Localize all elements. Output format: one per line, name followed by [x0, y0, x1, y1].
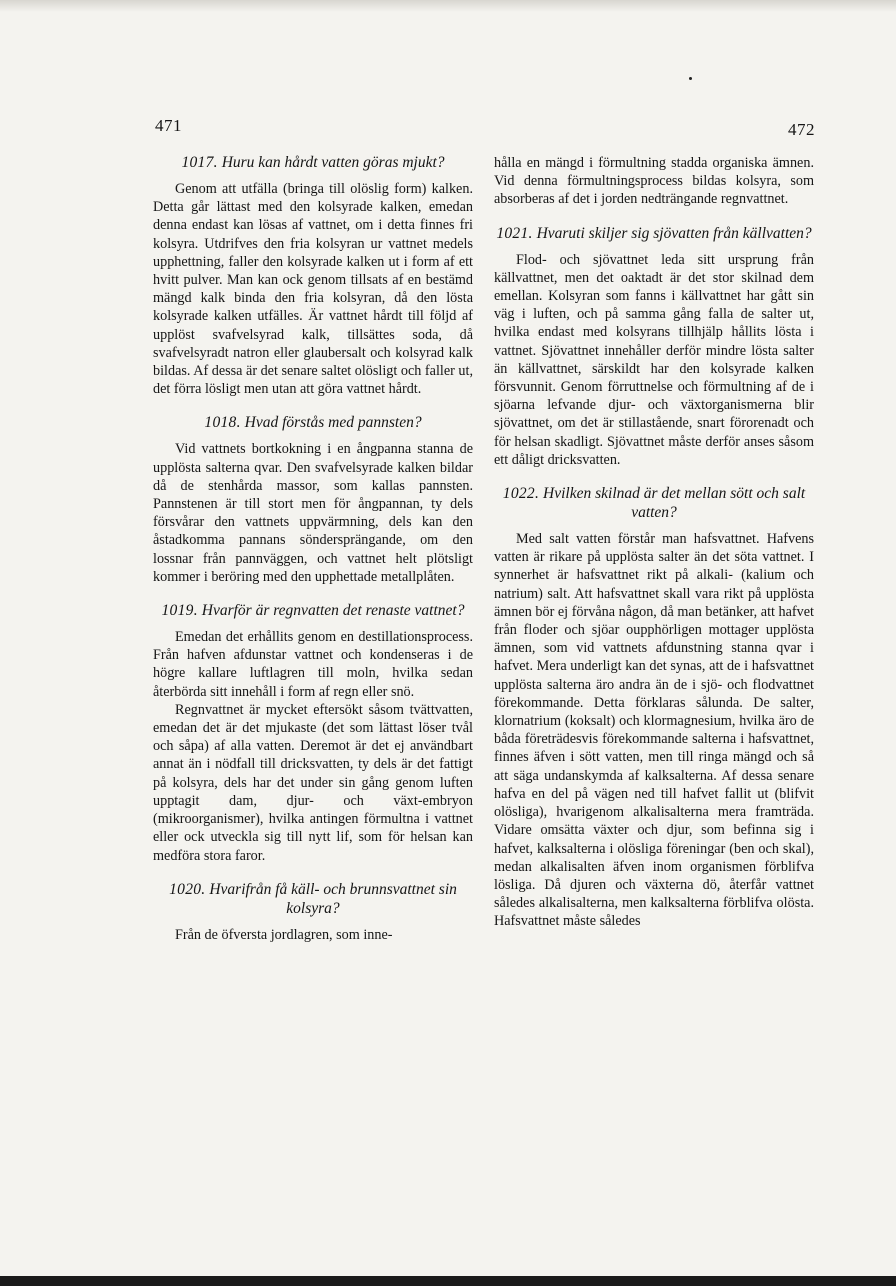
right-column: [494, 154, 814, 946]
section-number: 1018.: [204, 414, 241, 432]
section-heading: [153, 413, 473, 432]
paragraph-continued-start: Från de öfversta jordlagren, som inne-: [175, 926, 393, 943]
section-title: Hvad förstås med pannsten?: [244, 414, 422, 432]
section-heading: [153, 153, 473, 172]
paragraph: Regnvattnet är mycket eftersökt såsom tvättvatten, emedan det är det mjukaste (det som lättast löser tvål och såpa) af alla vatten. Deremot är det ej användbart annat än i nödfall till dricksvatten, ty dels är det fattigt på kolsyra, dels har det under sin gång genom luften upptagit dam, djur- och växt-embryon (mikroorganismer), hvilka antingen förmultna i vattnet eller ock utveckla sig till nytt lif, som för helsan kan medföra stora faror.: [153, 701, 473, 864]
section-1021: [494, 224, 814, 469]
paragraph: Genom att utfälla (bringa till olöslig form) kalken. Detta går lättast med den kolsyrade kalken, emedan denna endast kan lösas af vattnet, om i detta finnes fri kolsyra. Utdrifves den fria kolsyran ur vattnet medels upphettning, faller den kolsyrade kalken ut i form af ett hvitt pulver. Man kan ock genom tillsats af en bestämd mängd kalk binda den fria kolsyran, då den lösta kolsyrade kalken utfälles. Är vattnet hårdt till följd af upplöst svafvelsyrad kalk, tillsättes soda, då svafvelsyradt natron eller glaubersalt och kolsyrad kalk bildas. Af dessa är det senare saltet olösligt och faller ut, det förra lösligt men utan att göra vattnet hårdt.: [153, 181, 473, 398]
page-number-right: 472: [788, 120, 815, 139]
section-title: Hvarifrån få käll- och brunnsvattnet sin kolsyra?: [209, 880, 457, 917]
section-title: Hvarför är regnvatten det renaste vattnet?: [201, 602, 465, 620]
section-heading: [494, 224, 814, 243]
section-1017: [153, 153, 473, 398]
section-1020-continued: [494, 154, 814, 209]
section-number: 1019.: [161, 602, 198, 620]
section-title: Huru kan hårdt vatten göras mjukt?: [221, 154, 445, 171]
paragraph: Flod- och sjövattnet leda sitt ursprung från källvattnet, men det oaktadt är det stor skilnad dem emellan. Kolsyran som fanns i källvattnet har gått sin väg i luften, och på samma gång falla de salter ut, hvilka endast med kolsyrans tillhjälp hållits lösta i vattnet. Sjövattnet innehåller derför mindre lösta salter än källvattnet, särskildt har den kolsyrade kalken försvunnit. Genom förruttnelse och förmultning af de i sjöarna lefvande djur- och växtorganismerna blir sjövattnet, om det är stillastående, snart förorenadt och för helsan skadligt. Sjövattnet måste derför anses såsom ett dåligt dricksvatten.: [494, 251, 814, 468]
section-number: 1020.: [169, 880, 206, 898]
paragraph: Emedan det erhållits genom en destillationsprocess. Från hafven afdunstar vattnet och kondenseras i de högre kallare luftlagren till moln, hvilka sedan återbörda sitt innehåll i form af regn eller snö.: [153, 629, 473, 700]
section-number: 1017.: [181, 154, 218, 171]
section-1019: [153, 601, 473, 865]
section-title: Hvaruti skiljer sig sjövatten från källvatten?: [536, 224, 812, 242]
section-heading: [153, 880, 473, 918]
section-title: Hvilken skilnad är det mellan sött och salt vatten?: [543, 485, 806, 522]
paragraph-continued-end: hålla en mängd i förmultning stadda organiska ämnen. Vid denna förmultningsprocess bildas kolsyra, som absorberas af det i jorden nedträngande regnvattnet.: [494, 155, 814, 208]
section-heading: [494, 484, 814, 522]
section-1018: [153, 413, 473, 586]
page-number-left: 471: [155, 116, 182, 135]
page-top-scan-edge: [0, 0, 896, 12]
section-heading: [153, 601, 473, 620]
left-column: [153, 153, 473, 959]
section-1020: [153, 880, 473, 944]
section-number: 1021.: [496, 224, 533, 242]
page-bottom-scan-edge: [0, 1276, 896, 1286]
print-speck: [689, 77, 692, 80]
section-1022: [494, 484, 814, 930]
paragraph: Vid vattnets bortkokning i en ångpanna stanna de upplösta salterna qvar. Den svafvelsyrade kalken bildar då de stenhårda massor, som kallas pannsten. Pannstenen är till stort men för ångpannan, ty dels försvårar den vattnets uppvärmning, dels kan den åstadkomma pannans söndersprängande, om den lossnar från pannväggen, och vattnet helt plötsligt kommer i beröring med den upphettade metallplåten.: [153, 441, 473, 585]
paragraph: Med salt vatten förstår man hafsvattnet. Hafvens vatten är rikare på upplösta salter än det söta vattnet. I synnerhet är hafsvattnet rikt på alkali- (kalium och natrium) salt. Att hafsvattnet skall vara rikt på upplösta ämnen bör ej förvåna någon, då man betänker, att hafvet från floder och sjöar oupphörligen mottager upplösta ämnen, som vid vattnets afdunstning stanna qvar i hafvet. Mera underligt kan det synas, att de i hafsvattnet upplösta salterna äro andra än de i sjö- och flodvattnet förekommande. Detta förklaras sålunda. De salter, klornatrium (koksalt) och klormagnesium, hvilka äro de båda företrädesvis förekommande salterna i hafsvattnet, finnes äfven i sött vatten, men till ringa mängd och så att säga undanskymda af kalksalterna. Af dessa senare hafva en del på vägen ned till hafvet fallit ut (blifvit olösliga), hvarigenom alkalisalterna mera framträda. Vidare omsätta växter och djur, som befinna sig i hafvet, kalksalterna i olösliga föreningar (ben och skal), medan alkalisalten äfven inom organismen förblifva lösliga. Då djuren och växterna dö, återfår vattnet således alkalisalterna, men kalksalterna förblifva olösta. Hafsvattnet måste således: [494, 531, 814, 930]
section-number: 1022.: [502, 485, 540, 503]
